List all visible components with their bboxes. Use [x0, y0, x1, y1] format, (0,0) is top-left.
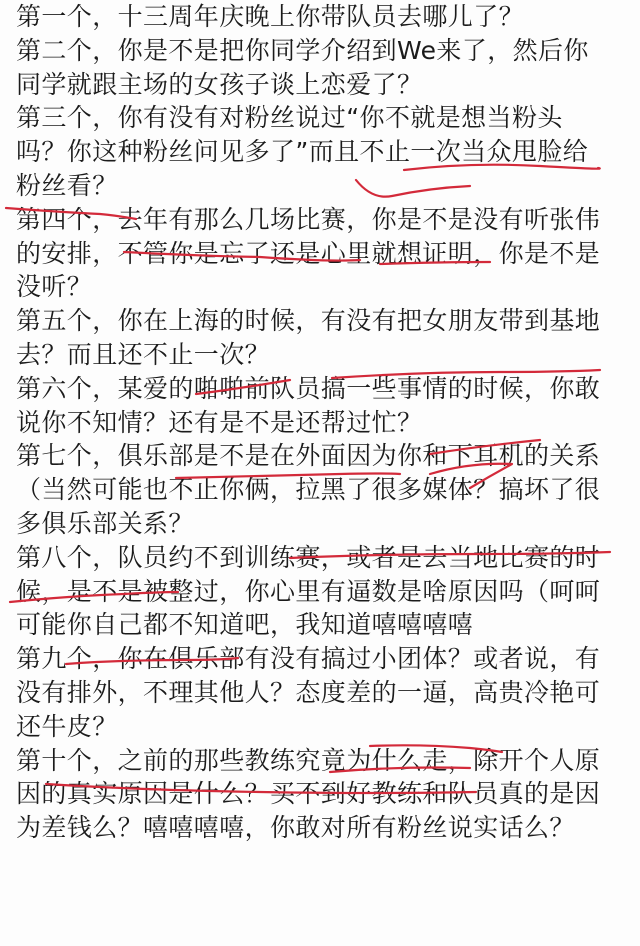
text-line: 吗？你这种粉丝问见多了”而且不止一次当众甩脸给 — [16, 137, 589, 167]
text-line: 因的真实原因是什么？买不到好教练和队员真的是因 — [16, 779, 601, 809]
text-line: 还牛皮？ — [16, 711, 118, 741]
text-line: 第六个，某爱的啪啪前队员搞一些事情的时候，你敢 — [16, 373, 601, 403]
text-line: 第五个，你在上海的时候，有没有把女朋友带到基地 — [16, 306, 601, 336]
text-line: 第四个，去年有那么几场比赛，你是不是没有听张伟 — [16, 204, 601, 234]
text-line: 第七个，俱乐部是不是在外面因为你和下耳机的关系 — [16, 441, 601, 471]
text-line: 同学就跟主场的女孩子谈上恋爱了？ — [16, 69, 423, 99]
text-line: 第十个，之前的那些教练究竟为什么走，除开个人原 — [16, 745, 601, 775]
text-line: 可能你自己都不知道吧，我知道嘻嘻嘻嘻 — [16, 610, 474, 640]
text-line: 没听？ — [16, 272, 93, 302]
text-line: 第九个，你在俱乐部有没有搞过小团体？或者说，有 — [16, 644, 601, 674]
text-line: 说你不知情？还有是不是还帮过忙？ — [16, 407, 423, 437]
text-line: 第八个，队员约不到训练赛，或者是去当地比赛的时 — [16, 542, 601, 572]
text-line: 第一个，十三周年庆晚上你带队员去哪儿了？ — [16, 2, 525, 31]
text-line: 没有排外，不理其他人？态度差的一逼，高贵冷艳可 — [16, 677, 601, 707]
text-line: 去？而且还不止一次？ — [16, 339, 271, 369]
question-list — [16, 0, 626, 845]
text-line: 第二个，你是不是把你同学介绍到We来了，然后你 — [16, 35, 589, 65]
text-line: 候，是不是被整过，你心里有逼数是啥原因吗（呵呵 — [16, 576, 601, 606]
text-line: 粉丝看？ — [16, 170, 118, 200]
text-line: 的安排，不管你是忘了还是心里就想证明，你是不是 — [16, 238, 601, 268]
text-line: 多俱乐部关系？ — [16, 508, 194, 538]
text-line: （当然可能也不止你俩，拉黑了很多媒体？搞坏了很 — [16, 475, 601, 505]
text-line: 为差钱么？嘻嘻嘻嘻，你敢对所有粉丝说实话么？ — [16, 813, 575, 843]
text-line: 第三个，你有没有对粉丝说过“你不就是想当粉头 — [16, 103, 563, 133]
